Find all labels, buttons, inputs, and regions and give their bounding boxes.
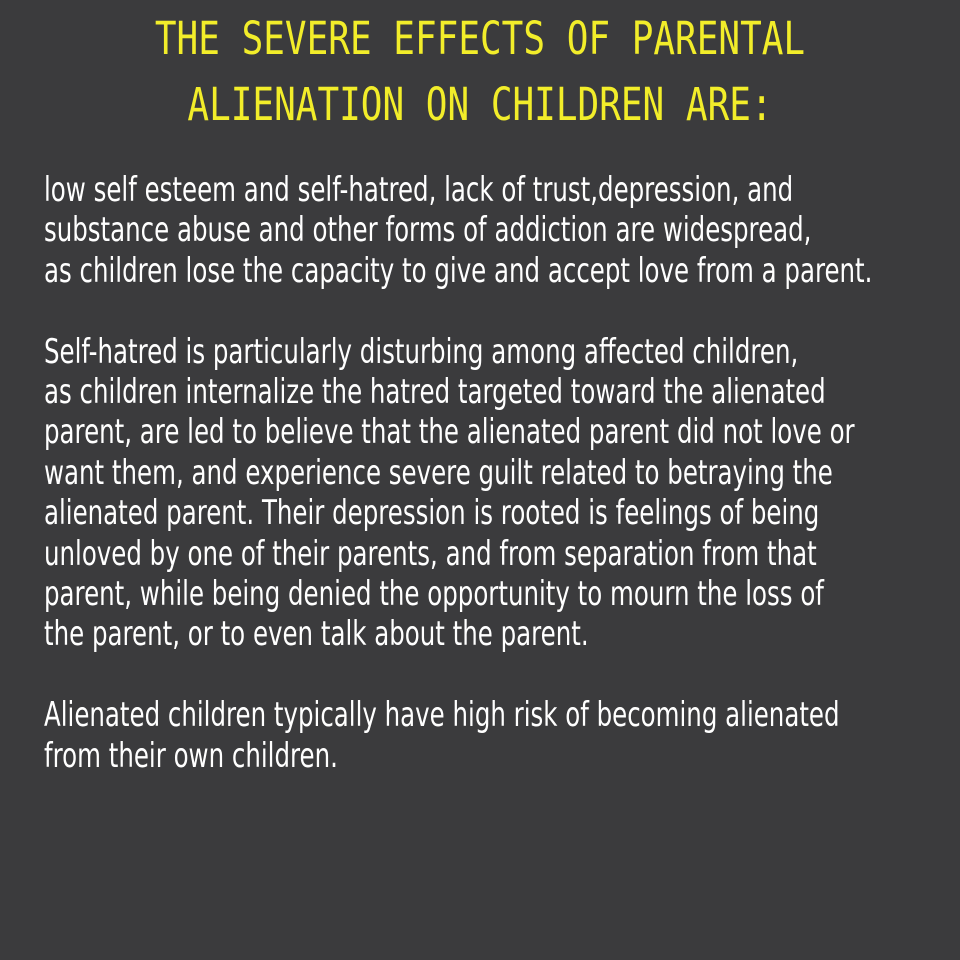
- paragraph-3-line-2: from their own children.: [44, 735, 338, 776]
- paragraph-2-line-6: unloved by one of their parents, and from separation from that: [44, 533, 817, 574]
- paragraph-2-line-8: the parent, or to even talk about the parent.: [44, 614, 589, 655]
- body-text: [44, 170, 944, 776]
- paragraph-self-hatred: [44, 332, 944, 655]
- paragraph-risk: [44, 695, 944, 776]
- paragraph-1-line-3: as children lose the capacity to give and accept love from a parent.: [44, 250, 873, 291]
- paragraph-2-line-1: Self-hatred is particularly disturbing among affected children,: [44, 331, 799, 372]
- paragraph-1-line-2: substance abuse and other forms of addiction are widespread,: [44, 210, 812, 251]
- paragraph-effects: [44, 170, 944, 291]
- paragraph-2-line-4: want them, and experience severe guilt related to betraying the: [44, 452, 833, 493]
- paragraph-2-line-3: parent, are led to believe that the alienated parent did not love or: [44, 412, 855, 453]
- title-line-2: ALIENATION ON CHILDREN ARE:: [187, 78, 773, 131]
- paragraph-spacer: [44, 291, 944, 331]
- paragraph-spacer: [44, 655, 944, 695]
- paragraph-2-line-7: parent, while being denied the opportunity to mourn the loss of: [44, 574, 824, 615]
- title-line-1: THE SEVERE EFFECTS OF PARENTAL: [154, 12, 806, 65]
- paragraph-2-line-5: alienated parent. Their depression is rooted is feelings of being: [44, 493, 820, 534]
- page-title: [96, 6, 864, 138]
- paragraph-3-line-1: Alienated children typically have high risk of becoming alienated: [44, 695, 840, 736]
- paragraph-2-line-2: as children internalize the hatred targeted toward the alienated: [44, 372, 826, 413]
- paragraph-1-line-1: low self esteem and self-hatred, lack of trust,depression, and: [44, 170, 794, 210]
